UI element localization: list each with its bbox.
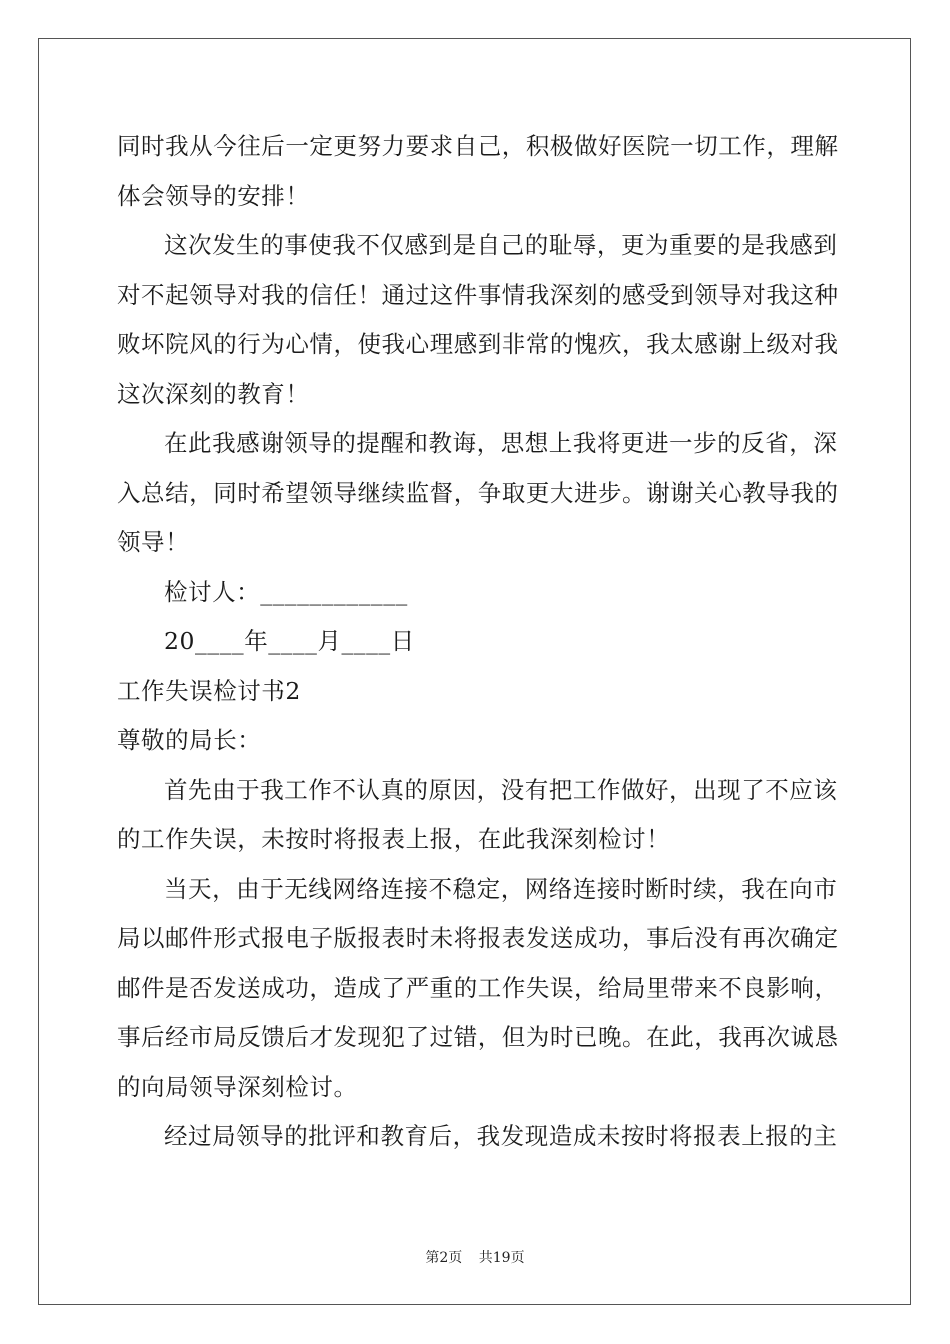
text-line: 的向局领导深刻检讨。 (117, 1072, 358, 1101)
text-line: 对不起领导对我的信任！通过这件事情我深刻的感受到领导对我这种 (117, 280, 839, 309)
text-line: 工作失误检讨书2 (117, 676, 301, 705)
text-line: 首先由于我工作不认真的原因，没有把工作做好，出现了不应该 (164, 775, 838, 804)
text-line: 这次深刻的教育！ (117, 379, 310, 408)
text-line: 尊敬的局长： (117, 726, 262, 754)
text-line: 体会领导的安排！ (117, 181, 310, 210)
text-line: 同时我从今往后一定更努力要求自己，积极做好医院一切工作，理解 (117, 132, 839, 160)
page-total: 共19页 (478, 1250, 525, 1266)
text-line: 的工作失误，未按时将报表上报，在此我深刻检讨！ (117, 825, 671, 853)
text-line: 经过局领导的批评和教育后，我发现造成未按时将报表上报的主 (164, 1122, 838, 1150)
text-line: 检讨人：____________ (164, 577, 408, 606)
text-line: 在此我感谢领导的提醒和教诲，思想上我将更进一步的反省，深 (164, 429, 838, 457)
page-number: 第2页 (425, 1250, 463, 1266)
document-body (117, 122, 837, 1162)
text-line: 20____年____月____日 (164, 627, 415, 655)
text-line: 事后经市局反馈后才发现犯了过错，但为时已晚。在此，我再次诚恳 (117, 1023, 839, 1051)
text-line: 这次发生的事使我不仅感到是自己的耻辱，更为重要的是我感到 (164, 231, 838, 259)
text-line: 局以邮件形式报电子版报表时未将报表发送成功，事后没有再次确定 (117, 924, 839, 952)
text-line: 败坏院风的行为心情，使我心理感到非常的愧疚，我太感谢上级对我 (117, 330, 839, 358)
text-line: 邮件是否发送成功，造成了严重的工作失误，给局里带来不良影响， (117, 973, 839, 1002)
text-line: 当天，由于无线网络连接不稳定，网络连接时断时续，我在向市 (164, 874, 838, 903)
page-footer (0, 1247, 950, 1267)
text-line: 入总结，同时希望领导继续监督，争取更大进步。谢谢关心教导我的 (117, 478, 839, 507)
text-line: 领导！ (117, 528, 190, 556)
